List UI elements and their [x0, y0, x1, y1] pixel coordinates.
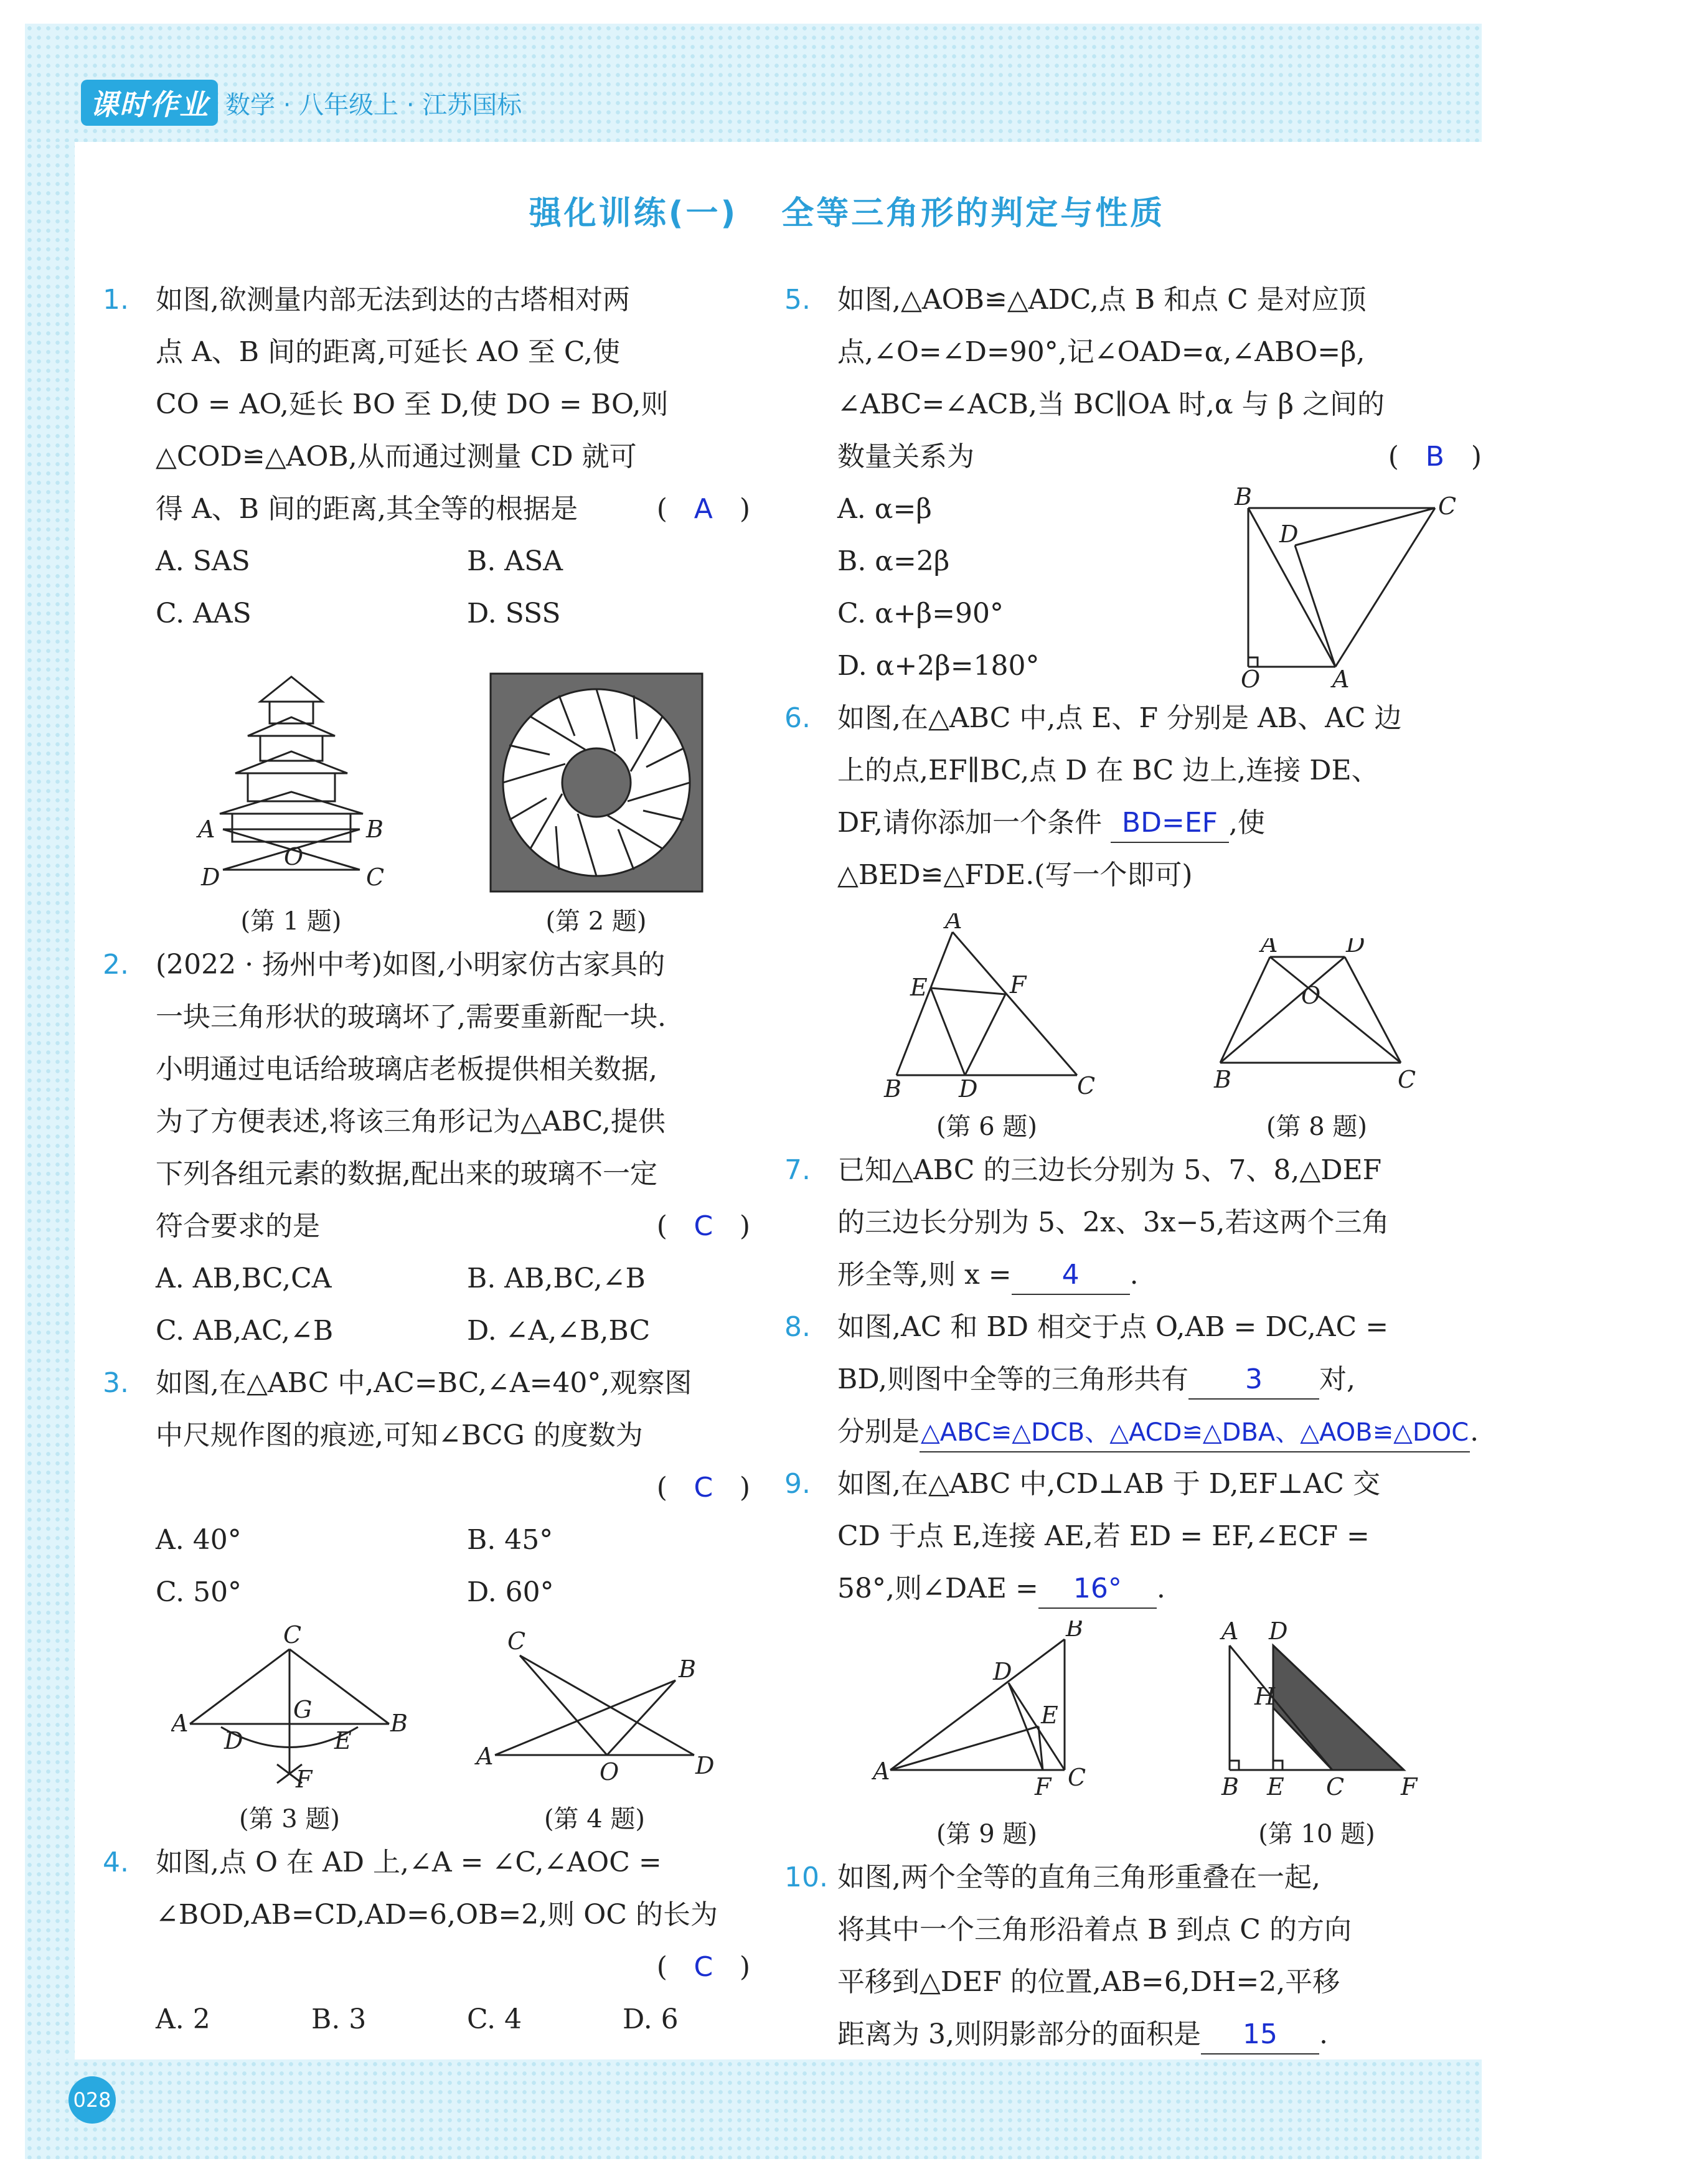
question-text-line: CO = AO,延长 BO 至 D,使 DO = BO,则	[156, 388, 669, 420]
footer-pattern	[25, 2059, 1482, 2159]
answer-bracket: ( A )	[657, 483, 750, 535]
figure-caption: (第 9 题)	[936, 1820, 1038, 1848]
figure-10	[1202, 1621, 1432, 1852]
label-B: B	[1221, 1773, 1239, 1800]
page-title	[0, 187, 1694, 233]
question-text-line: ∠BOD,AB=CD,AD=6,OB=2,则 OC 的长为	[156, 1899, 718, 1931]
left-margin-pattern	[25, 142, 75, 2059]
figure-1	[186, 664, 397, 939]
options-2	[103, 1253, 750, 1357]
question-text: 对,	[1319, 1363, 1356, 1395]
label-F: F	[296, 1766, 313, 1792]
label-H: H	[1254, 1683, 1276, 1710]
label-E: E	[910, 974, 928, 1001]
question-2	[103, 939, 750, 1253]
question-text: 距离为 3,则阴影部分的面积是	[837, 2018, 1201, 2050]
answer-bracket: ( C )	[657, 1200, 750, 1253]
label-B: B	[1066, 1621, 1083, 1642]
question-text: .	[1319, 2018, 1328, 2050]
question-9	[784, 1458, 1482, 1615]
label-B: B	[365, 816, 384, 843]
label-C: C	[1438, 492, 1457, 520]
options-1	[103, 535, 750, 640]
option: B. α=2β	[837, 545, 950, 577]
question-text-line: △BED≌△FDE.(写一个即可)	[837, 859, 1193, 891]
answer-blank: 3	[1188, 1361, 1319, 1400]
label-B: B	[390, 1710, 408, 1737]
figure-caption: (第 6 题)	[936, 1113, 1038, 1141]
label-D: D	[224, 1727, 243, 1754]
label-D: D	[1346, 938, 1365, 958]
question-text: 形全等,则 x =	[837, 1259, 1012, 1291]
options-3	[103, 1514, 750, 1619]
title-part2: 全等三角形的判定与性质	[781, 195, 1165, 232]
figure-caption: (第 2 题)	[545, 907, 647, 936]
question-10	[784, 1852, 1482, 2061]
right-column	[784, 274, 1482, 2061]
answer-choice: C	[694, 1951, 713, 1983]
question-text-line: △COD≌△AOB,从而通过测量 CD 就可	[156, 441, 637, 473]
option: A. AB,BC,CA	[156, 1263, 332, 1294]
answer-choice: B	[1425, 441, 1444, 473]
figure-caption: (第 8 题)	[1266, 1113, 1368, 1141]
label-A: A	[945, 913, 962, 934]
question-text-line: CD 于点 E,连接 AE,若 ED = EF,∠ECF =	[837, 1520, 1370, 1552]
question-text-line: 如图,两个全等的直角三角形重叠在一起,	[837, 1862, 1320, 1893]
label-A: A	[873, 1758, 890, 1785]
label-B: B	[884, 1075, 901, 1100]
label-C: C	[1398, 1066, 1416, 1093]
option: C. AB,AC,∠B	[156, 1315, 334, 1347]
figure-5	[1211, 483, 1472, 689]
question-text: ,使	[1228, 807, 1265, 839]
question-number: 9.	[784, 1468, 811, 1500]
q5-options-and-figure	[784, 483, 1482, 692]
answer-blank: BD=EF	[1111, 804, 1229, 843]
figures-3-4	[103, 1625, 750, 1837]
left-column	[103, 274, 750, 2046]
question-text: .	[1470, 1416, 1479, 1447]
question-number: 2.	[103, 949, 129, 981]
question-text-line: 一块三角形状的玻璃坏了,需要重新配一块.	[156, 1001, 666, 1033]
options-5	[784, 483, 1211, 692]
question-number: 4.	[103, 1847, 129, 1878]
answer-blank: 16°	[1038, 1570, 1157, 1609]
question-3	[103, 1357, 750, 1514]
question-text-line: 符合要求的是	[156, 1210, 320, 1242]
label-C: C	[1077, 1072, 1096, 1099]
label-D: D	[1279, 520, 1299, 548]
question-1	[103, 274, 750, 535]
crossing-triangles-diagram	[470, 1624, 719, 1792]
question-text-line: 下列各组元素的数据,配出来的玻璃不一定	[156, 1158, 657, 1190]
question-text-line: 如图,在△ABC 中,AC=BC,∠A=40°,观察图	[156, 1367, 692, 1399]
question-text-line: 小明通过电话给玻璃店老板提供相关数据,	[156, 1053, 657, 1085]
answer-choice: C	[694, 1472, 713, 1504]
triangle-ef-parallel-diagram	[872, 913, 1102, 1100]
label-D: D	[959, 1075, 978, 1100]
label-E: E	[334, 1727, 352, 1754]
option: D. 6	[623, 2003, 679, 2035]
answer-blank: 15	[1201, 2016, 1319, 2055]
question-text-line: 点 A、B 间的距离,可延长 AO 至 C,使	[156, 336, 620, 368]
answer-bracket: ( B )	[1388, 431, 1482, 483]
question-text-line: 的三边长分别为 5、2x、3x−5,若这两个三角	[837, 1207, 1390, 1238]
option: A. 2	[156, 2003, 210, 2035]
option: D. 60°	[467, 1576, 554, 1608]
label-D: D	[1269, 1621, 1288, 1645]
question-number: 6.	[784, 702, 811, 734]
question-text-line: 已知△ABC 的三边长分别为 5、7、8,△DEF	[837, 1154, 1382, 1186]
figure-2	[487, 671, 705, 939]
label-E: E	[1041, 1702, 1058, 1729]
page-header	[81, 78, 522, 128]
question-text-line: 如图,△AOB≌△ADC,点 B 和点 C 是对应顶	[837, 284, 1367, 316]
trapezoid-diagram	[1202, 938, 1432, 1100]
title-part1: 强化训练(一)	[529, 195, 738, 232]
label-C: C	[1326, 1773, 1345, 1800]
label-B: B	[679, 1655, 696, 1683]
option: D. SSS	[467, 598, 561, 629]
question-text: .	[1129, 1259, 1139, 1291]
figure-4	[470, 1624, 719, 1837]
figure-6	[872, 913, 1102, 1144]
label-F: F	[1401, 1773, 1418, 1800]
option: B. 45°	[467, 1524, 553, 1556]
label-A: A	[476, 1743, 494, 1770]
figure-caption: (第 1 题)	[240, 907, 342, 936]
label-A: A	[171, 1710, 189, 1737]
question-text-line: 数量关系为	[837, 441, 974, 473]
options-4	[103, 1993, 750, 2046]
question-number: 5.	[784, 284, 811, 316]
option: C. 4	[467, 2003, 522, 2035]
question-text-line: 将其中一个三角形沿着点 B 到点 C 的方向	[837, 1914, 1352, 1946]
label-D: D	[200, 864, 220, 891]
question-text-line: 如图,点 O 在 AD 上,∠A = ∠C,∠AOC =	[156, 1847, 662, 1878]
answer-bracket: ( C )	[657, 1462, 750, 1514]
question-4	[103, 1837, 750, 1993]
figures-6-8	[784, 908, 1482, 1144]
question-5	[784, 274, 1482, 483]
option: A. α=β	[837, 493, 932, 525]
option: B. ASA	[467, 545, 563, 577]
label-F: F	[1010, 971, 1027, 999]
question-text-line: 如图,在△ABC 中,CD⊥AB 于 D,EF⊥AC 交	[837, 1468, 1380, 1500]
answer-choice: A	[694, 493, 713, 525]
page-number-badge: 028	[68, 2076, 116, 2124]
question-text-line: (2022 · 扬州中考)如图,小明家仿古家具的	[156, 949, 666, 981]
figures-1-2	[103, 646, 750, 939]
label-D: D	[993, 1658, 1012, 1685]
option: A. 40°	[156, 1524, 242, 1556]
label-F: F	[1035, 1773, 1052, 1800]
translated-triangles-diagram	[1202, 1621, 1432, 1807]
triangle-construction-diagram	[171, 1624, 408, 1792]
figure-caption: (第 4 题)	[543, 1805, 646, 1833]
option: A. SAS	[156, 545, 250, 577]
question-text-line: 中尺规作图的痕迹,可知∠BCG 的度数为	[156, 1419, 643, 1451]
option: C. α+β=90°	[837, 598, 1004, 629]
figures-9-10	[784, 1621, 1482, 1852]
option: C. AAS	[156, 598, 252, 629]
label-A: A	[197, 816, 215, 843]
option: D. ∠A,∠B,BC	[467, 1315, 651, 1347]
book-logo: 课时作业	[81, 80, 218, 126]
question-number: 10.	[784, 1862, 828, 1893]
answer-blank: 4	[1012, 1256, 1130, 1295]
label-B: B	[1214, 1066, 1231, 1093]
question-7	[784, 1144, 1482, 1301]
label-E: E	[1267, 1773, 1284, 1800]
question-text-line: 如图,AC 和 BD 相交于点 O,AB = DC,AC =	[837, 1311, 1389, 1343]
label-D: D	[695, 1752, 715, 1779]
label-O: O	[1301, 982, 1321, 1009]
question-text: BD,则图中全等的三角形共有	[837, 1363, 1189, 1395]
question-number: 8.	[784, 1311, 811, 1343]
figure-3	[171, 1624, 408, 1837]
question-text: .	[1156, 1573, 1165, 1604]
option: D. α+2β=180°	[837, 650, 1040, 682]
question-text-line: 得 A、B 间的距离,其全等的根据是	[156, 493, 578, 525]
ring-pattern-diagram	[487, 671, 705, 895]
question-8	[784, 1301, 1482, 1458]
right-triangle-perpendiculars-diagram	[872, 1621, 1102, 1807]
label-A: A	[1332, 666, 1350, 689]
label-B: B	[1235, 483, 1252, 511]
answer-blank: △ABC≌△DCB、△ACD≌△DBA、△AOB≌△DOC	[920, 1414, 1470, 1452]
answer-bracket: ( C )	[657, 1941, 750, 1993]
label-A: A	[1261, 938, 1278, 958]
figure-8	[1202, 938, 1432, 1144]
figure-caption: (第 10 题)	[1258, 1820, 1375, 1848]
label-O: O	[600, 1758, 619, 1786]
label-C: C	[1068, 1764, 1086, 1791]
question-number: 1.	[103, 284, 129, 316]
label-G: G	[293, 1696, 313, 1723]
label-O: O	[1241, 666, 1261, 689]
option: C. 50°	[156, 1576, 242, 1608]
label-C: C	[507, 1627, 526, 1655]
pagoda-diagram	[186, 664, 397, 895]
question-text: 分别是	[837, 1416, 920, 1447]
question-text-line: ∠ABC=∠ACB,当 BC∥OA 时,α 与 β 之间的	[837, 388, 1385, 420]
label-A: A	[1221, 1621, 1239, 1645]
label-C: C	[365, 864, 384, 891]
question-text: DF,请你添加一个条件	[837, 807, 1102, 839]
question-text-line: 如图,在△ABC 中,点 E、F 分别是 AB、AC 边	[837, 702, 1402, 734]
question-number: 3.	[103, 1367, 129, 1399]
question-text-line: 平移到△DEF 的位置,AB=6,DH=2,平移	[837, 1966, 1340, 1998]
figure-caption: (第 3 题)	[238, 1805, 341, 1833]
answer-choice: C	[694, 1210, 713, 1242]
question-text-line: 上的点,EF∥BC,点 D 在 BC 边上,连接 DE、	[837, 755, 1379, 786]
figure-9	[872, 1621, 1102, 1852]
option: B. AB,BC,∠B	[467, 1263, 646, 1294]
book-subtitle: 数学 · 八年级上 · 江苏国标	[225, 90, 522, 120]
question-text-line: 点,∠O=∠D=90°,记∠OAD=α,∠ABO=β,	[837, 336, 1365, 368]
label-O: O	[283, 843, 303, 870]
question-text-line: 如图,欲测量内部无法到达的古塔相对两	[156, 284, 630, 316]
question-text: 58°,则∠DAE =	[837, 1573, 1038, 1604]
question-6	[784, 692, 1482, 901]
label-C: C	[283, 1624, 302, 1649]
question-number: 7.	[784, 1154, 811, 1186]
question-text-line: 为了方便表述,将该三角形记为△ABC,提供	[156, 1106, 666, 1137]
option: B. 3	[311, 2003, 367, 2035]
